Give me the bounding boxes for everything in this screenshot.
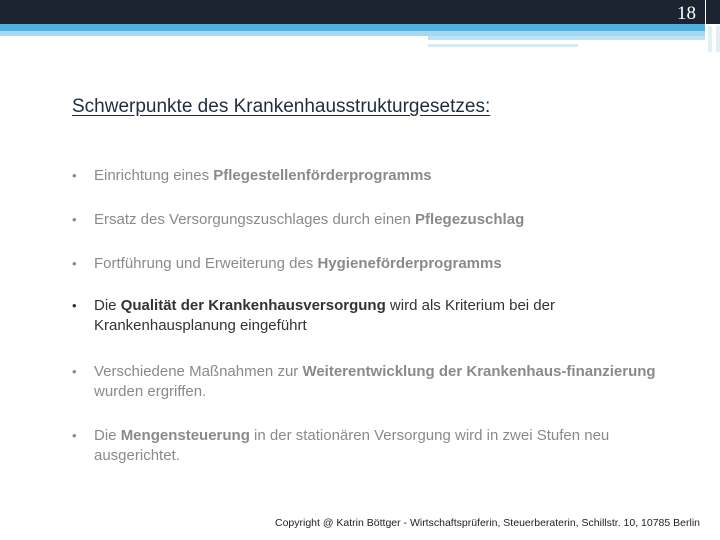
bullet-item [72,166,664,186]
bullet-marker: • [72,168,77,183]
bullet-item [72,254,664,274]
corner-gap [712,24,716,54]
bullet-text-part: Die [94,427,121,444]
bullet-text [94,254,664,274]
top-bar [0,0,720,24]
bullet-emphasis: Qualität der Krankenhausversorgung [120,297,386,314]
slide-title: Schwerpunkte des Krankenhausstrukturgesetzes: [72,96,491,117]
bullet-marker: • [72,298,77,313]
bullet-emphasis: Pflegestellenförderprogramms [213,167,432,184]
page-number-divider [705,0,706,48]
bullet-text [94,210,664,230]
bullet-text-part: Einrichtung eines [94,167,214,184]
bullet-marker: • [72,428,77,443]
accent-stripe [0,24,705,31]
bullet-emphasis: Weiterentwicklung der Krankenhaus-finanzierung [302,363,656,380]
bullet-text-part: Ersatz des Versorgungszuschlages durch einen [94,211,416,228]
bullet-emphasis: Hygieneförderprogramms [317,255,502,272]
bullet-item [72,362,664,402]
accent-stripe-short [428,36,705,40]
bullet-marker: • [72,212,77,227]
copyright-footer: Copyright @ Katrin Böttger - Wirtschaftsprüferin, Steuerberaterin, Schillstr. 10, 10785 Berlin [274,517,700,529]
bullet-emphasis: Mengensteuerung [120,427,250,444]
bullet-text [94,166,664,186]
bullet-text-part: Verschiedene Maßnahmen zur [94,363,303,380]
bullet-text [94,296,664,336]
accent-stripe-shorter [428,44,578,47]
bullet-marker: • [72,364,77,379]
bullet-text-part: Die [94,297,121,314]
bullet-text-part: wird als Kriterium bei der Krankenhausplanung eingeführt [94,297,555,334]
bullet-item [72,296,664,336]
bullet-item [72,210,664,230]
bullet-item [72,426,664,466]
bullet-text-part: Fortführung und Erweiterung des [94,255,318,272]
bullet-marker: • [72,256,77,271]
bullet-text-part: wurden ergriffen. [94,383,207,400]
bullet-text-part: in der stationären Versorgung wird in zwei Stufen neu ausgerichtet. [94,427,610,464]
page-number: 18 [677,3,696,24]
bullet-emphasis: Pflegezuschlag [415,211,525,228]
bullet-text [94,426,664,466]
bullet-text [94,362,664,402]
